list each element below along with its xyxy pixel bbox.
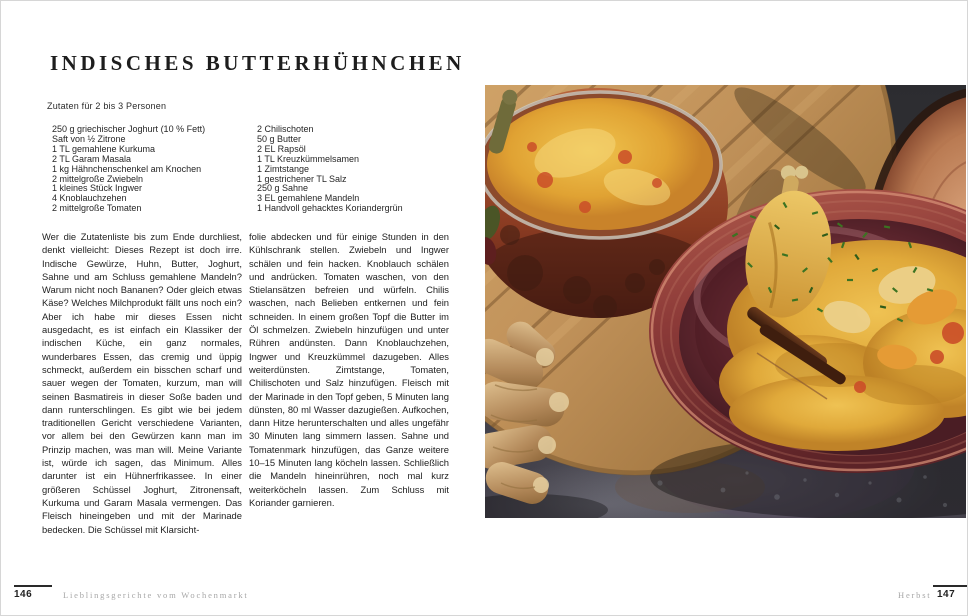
ingredients-column-2 <box>257 125 462 214</box>
recipe-photo-illustration <box>485 85 966 518</box>
ingredient-item: 2 mittelgroße Tomaten <box>52 203 142 214</box>
ingredient-item: 2 TL Garam Masala <box>52 153 132 164</box>
ingredient-item: 2 Chilischoten <box>257 124 314 134</box>
recipe-title: INDISCHES BUTTERHÜHNCHEN <box>50 51 465 75</box>
ingredient-item: 1 TL Kreuzkümmelsamen <box>257 153 360 164</box>
ingredient-item: 1 kg Hähnchenschenkel am Knochen <box>52 163 202 174</box>
instructions-column-2: folie abdecken und für einige Stunden in den Kühlschrank stellen. Zwiebeln und Ingwer schälen und fein hacken. Knoblauch schälen und andrücken. Tomaten waschen, von den Stielansätzen befreien und würfeln. Chilis waschen, nach Belieben entkernen und fein schneiden. In einem großen Topf die Butter im Öl schmelzen. Zwiebeln hinzufügen und unter Rühren andünsten. Dann Knoblauchzehen, Ingwer und Kreuzkümmel dazugeben. Alles weiterdünsten. Zimtstange, Tomaten, Chilischoten und Salz hinzufügen. Fleisch mit der Marinade in den Topf geben, 5 Minuten lang dünsten, 80 ml Wasser dazugießen. Aufkochen, dann Hitze herunterschalten und alles ungefähr 30 Minuten lang simmern lassen. Sahne und Tomatenmark hinzufügen, das Ganze weitere 10–15 Minuten lang köcheln lassen. Schließlich die Mandeln hineinrühren, noch mal kurz weiterköcheln lassen. Zum Schluss mit Koriander garnieren. <box>249 231 449 508</box>
ingredient-item: 1 TL gemahlene Kurkuma <box>52 143 156 154</box>
ingredient-item: 250 g griechischer Joghurt (10 % Fett) <box>52 124 206 134</box>
footer-rule-left <box>14 585 52 587</box>
ingredient-item: 2 EL Rapsöl <box>257 143 306 154</box>
ingredient-item: 2 mittelgroße Zwiebeln <box>52 173 144 184</box>
ingredient-item: 50 g Butter <box>257 133 302 144</box>
ingredient-item: 3 EL gemahlene Mandeln <box>257 193 360 204</box>
page-number-left: 146 <box>14 589 33 600</box>
ingredient-item: Saft von ½ Zitrone <box>52 133 126 144</box>
ingredient-item: 1 Zimtstange <box>257 163 310 174</box>
footer-chapter-text: Lieblingsgerichte vom Wochenmarkt <box>63 590 249 600</box>
ingredient-item: 4 Knoblauchzehen <box>52 193 127 204</box>
ingredients-list <box>52 125 462 214</box>
ingredient-item: 250 g Sahne <box>257 183 309 194</box>
ingredients-column-1 <box>52 125 257 214</box>
footer-rule-right <box>933 585 967 587</box>
ingredient-item: 1 Handvoll gehacktes Koriandergrün <box>257 203 403 214</box>
ingredient-item: 1 kleines Stück Ingwer <box>52 183 143 194</box>
footer-season-text: Herbst <box>898 590 932 600</box>
ingredient-item: 1 gestrichener TL Salz <box>257 173 347 184</box>
instructions-column-1: Wer die Zutatenliste bis zum Ende durchliest, denkt vielleicht: Dieses Rezept ist doch irre. Indische Gewürze, Huhn, Butter, Joghurt, Sahne und am Schluss gemahlene Mandeln? Warum nicht noch Bananen? Oder gleich etwas Käse? Welches Milchprodukt fällt uns noch ein? Aber ich habe mir dieses Essen nicht ausgedacht, es ist einfach ein Klassiker der indischen Küche, ein ganz normales, wunderbares Essen, das cremig und üppig schmeckt, außerdem ein bisschen scharf und sauer wegen der Tomaten, kurzum, man will seinen Basmatireis in dieser Soße baden und dann runterschlingen. Es gibt wie bei jedem traditionellen Gericht verschiedene Varianten, vor allem bei den Gewürzen kann man im Prinzip machen, was man will. Meine Variante ist, würde ich sagen, das Minimum. Alles darunter ist ein Hühnerfrikassee. In einer größeren Schüssel Joghurt, Zitronensaft, Kurkuma und Garam Masala vermengen. Das Fleisch hineingeben und mit der Marinade bedecken. Die Schüssel mit Klarsicht- <box>42 231 242 535</box>
page-number-right: 147 <box>937 589 956 600</box>
servings-label: Zutaten für 2 bis 3 Personen <box>47 101 167 111</box>
recipe-photo <box>485 85 966 518</box>
